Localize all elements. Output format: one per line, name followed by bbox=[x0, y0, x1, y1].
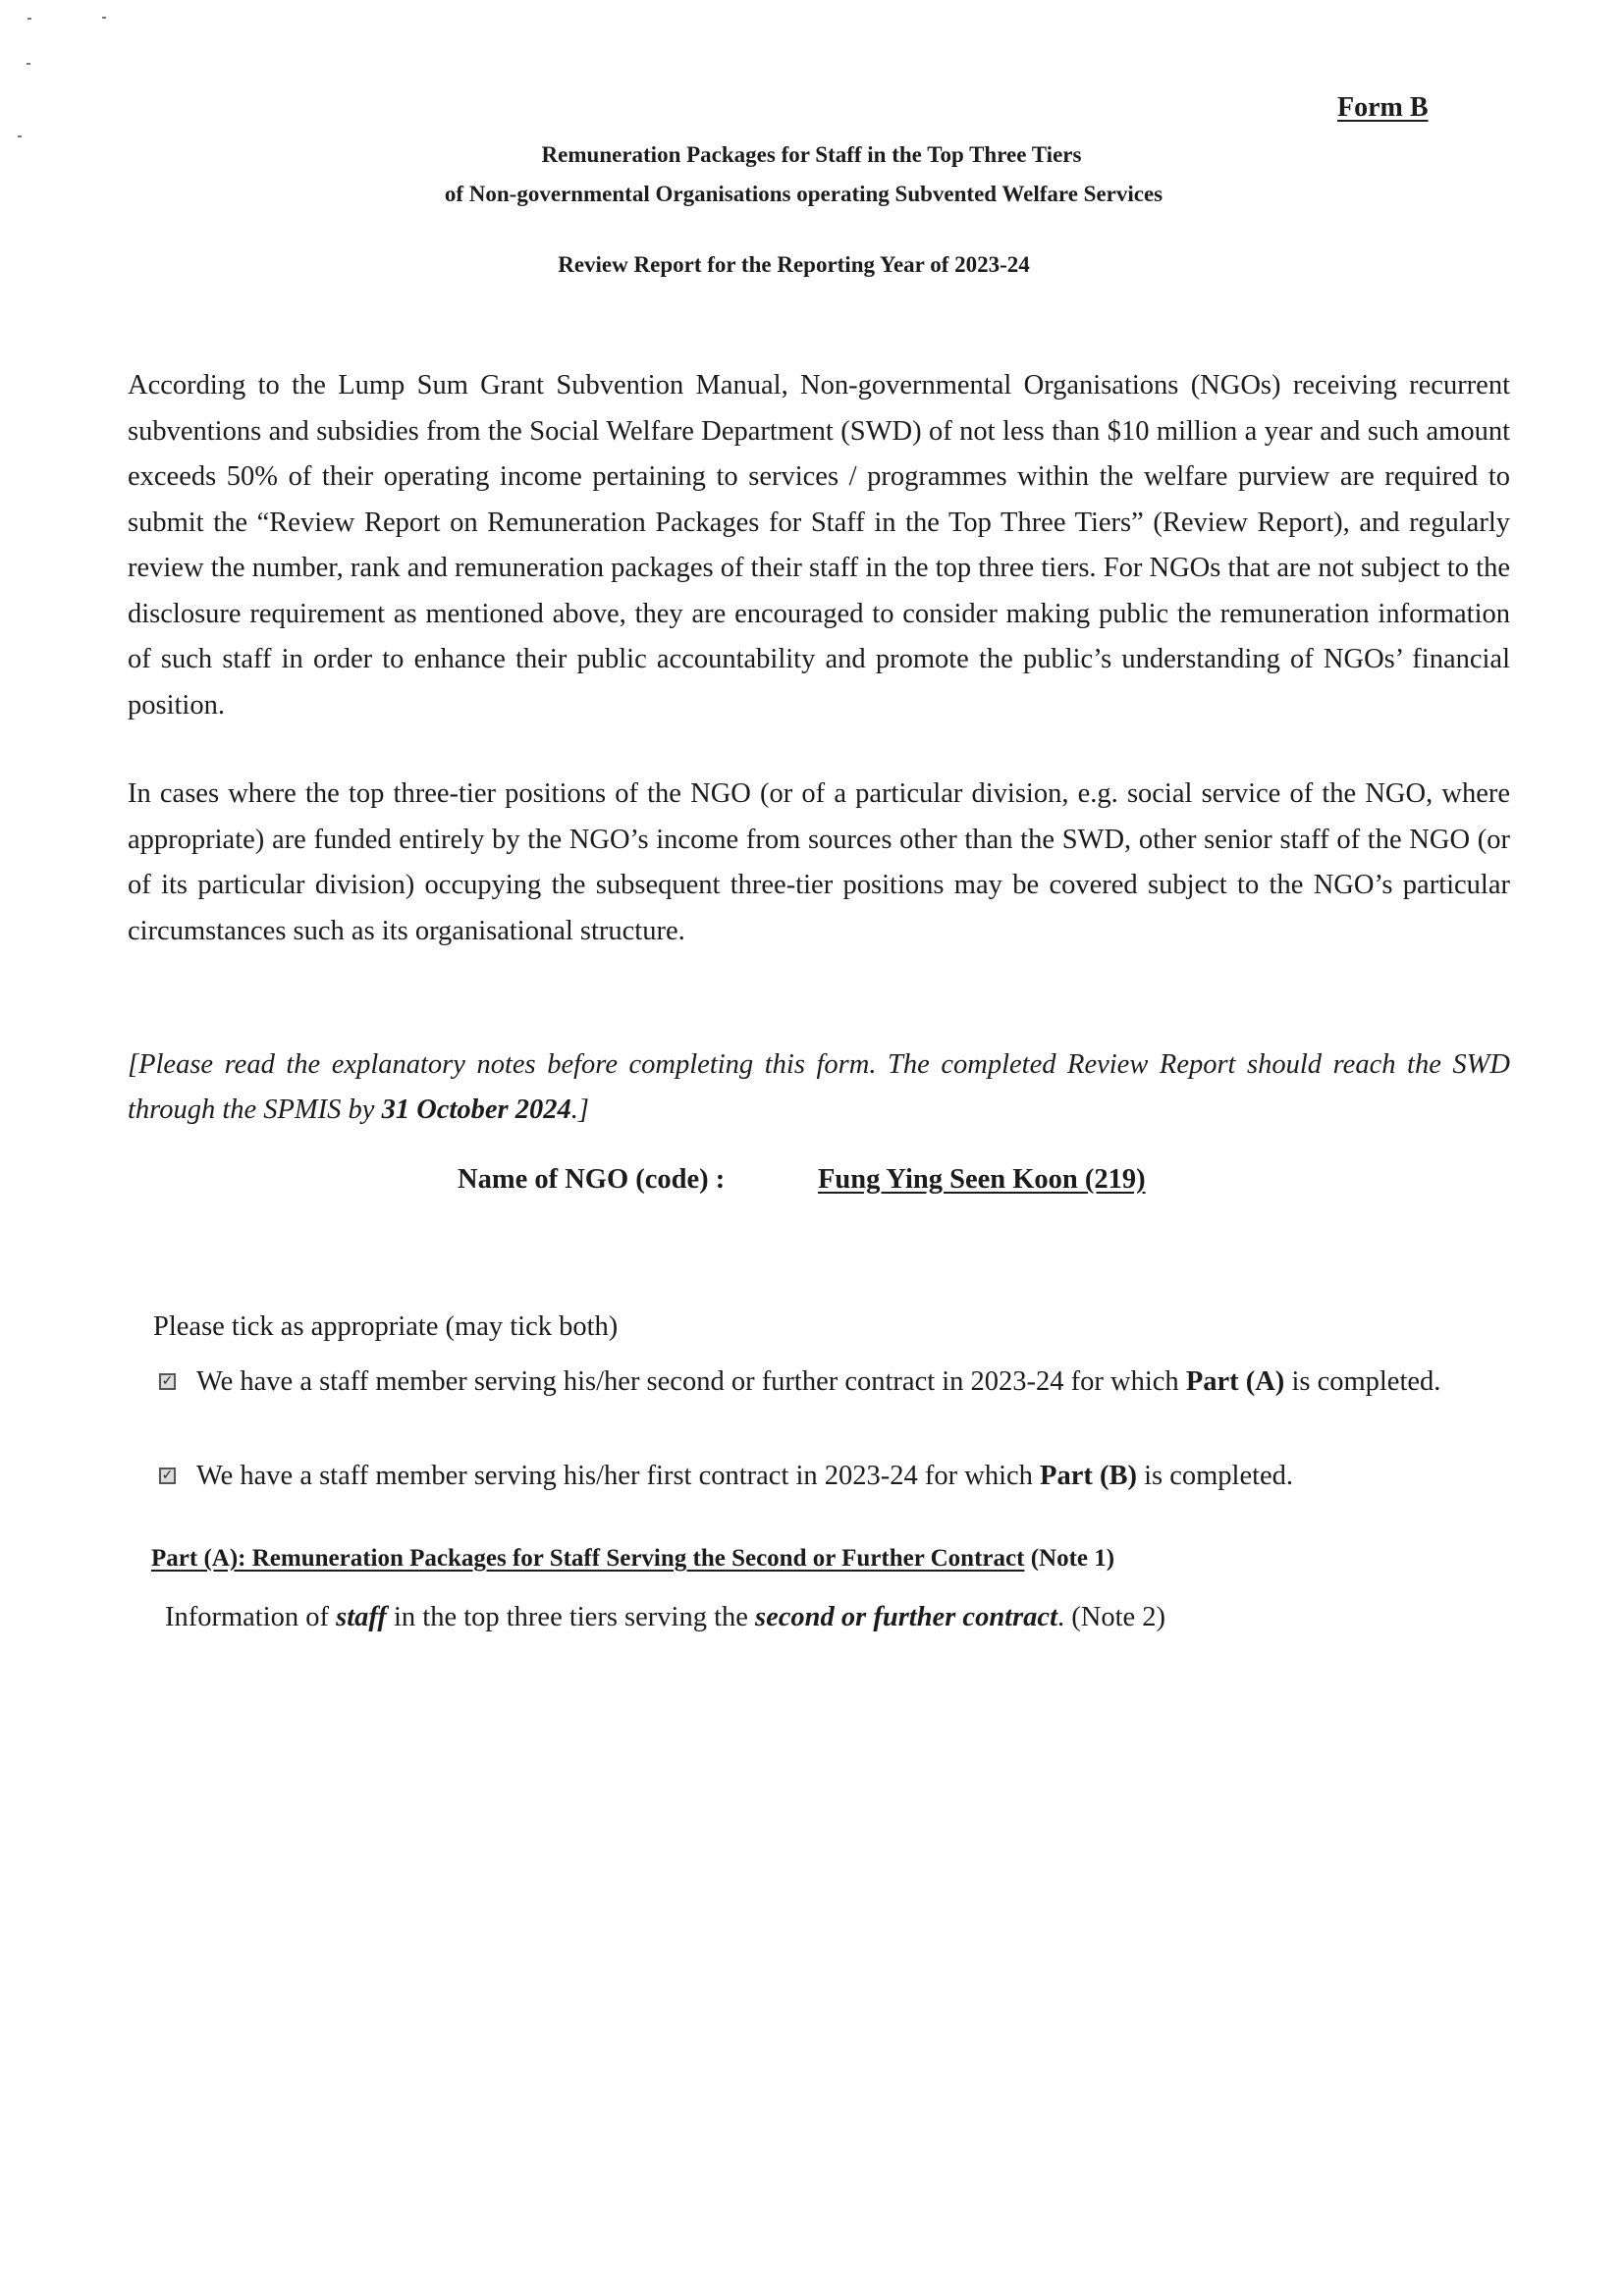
info-contract-emphasis: second or further contract bbox=[755, 1602, 1057, 1632]
tick-option-text-after: is completed. bbox=[1284, 1366, 1441, 1397]
title-line-1: Remuneration Packages for Staff in the Top Three Tiers bbox=[541, 142, 1082, 167]
scan-artifact bbox=[102, 17, 106, 19]
checkbox-checked-icon[interactable]: ✓ bbox=[159, 1373, 176, 1390]
info-text: . (Note 2) bbox=[1057, 1602, 1166, 1632]
tick-option-part-a bbox=[157, 1360, 1453, 1405]
ngo-name-label: Name of NGO (code) : bbox=[458, 1164, 726, 1195]
instruction-paragraph bbox=[128, 1042, 1510, 1133]
part-a-heading bbox=[151, 1545, 1114, 1573]
intro-paragraph: According to the Lump Sum Grant Subvention Manual, Non-governmental Organisations (NGOs) receiving recurrent subventions and subsidies from the Social Welfare Department (SWD) of not less than $10 million a year and such amount exceeds 50% of their operating income pertaining to services / programmes within the welfare purview are required to submit the “Review Report on Remuneration Packages for Staff in the Top Three Tiers” (Review Report), and regularly review the number, rank and remuneration packages of their staff in the top three tiers. For NGOs that are not subject to the disclosure requirement as mentioned above, they are encouraged to consider making public the remuneration information of such staff in order to enhance their public accountability and promote the public’s understanding of NGOs’ financial position. bbox=[128, 370, 1510, 721]
tick-option-text bbox=[157, 1454, 1453, 1499]
info-text: Information of bbox=[165, 1602, 337, 1632]
scan-artifact bbox=[27, 18, 31, 20]
instruction-prefix: [Please read the explanatory notes before completing this form. The completed Review Report should reach the SWD through the SPMIS by bbox=[128, 1049, 1510, 1125]
checkbox-checked-icon[interactable]: ✓ bbox=[159, 1468, 176, 1484]
instruction-deadline: 31 October 2024 bbox=[381, 1095, 571, 1125]
title-line-2: of Non-governmental Organisations operating Subvented Welfare Services bbox=[444, 182, 1163, 206]
part-a-info-line bbox=[165, 1602, 1165, 1633]
scan-artifact bbox=[27, 63, 30, 65]
tick-option-text bbox=[157, 1360, 1453, 1405]
document-title bbox=[0, 135, 1623, 214]
ngo-name-value: Fung Ying Seen Koon (219) bbox=[818, 1164, 1146, 1195]
review-report-heading: Review Report for the Reporting Year of 2023-24 bbox=[558, 252, 1030, 277]
part-a-note: (Note 1) bbox=[1030, 1545, 1115, 1572]
tick-option-part: Part (A) bbox=[1185, 1366, 1285, 1397]
info-staff-emphasis: staff bbox=[336, 1602, 387, 1632]
tick-option-text-before: We have a staff member serving his/her second or further contract in 2023-24 for which bbox=[196, 1366, 1186, 1397]
tick-option-part-b bbox=[157, 1454, 1453, 1499]
info-text: in the top three tiers serving the bbox=[386, 1602, 756, 1632]
form-label: Form B bbox=[1337, 92, 1429, 123]
tick-option-part: Part (B) bbox=[1040, 1461, 1137, 1491]
tick-option-text-before: We have a staff member serving his/her first contract in 2023-24 for which bbox=[196, 1461, 1041, 1491]
part-a-title: Part (A): Remuneration Packages for Staff Serving the Second or Further Contract bbox=[151, 1545, 1025, 1572]
tick-option-text-after: is completed. bbox=[1136, 1461, 1294, 1491]
tick-instruction: Please tick as appropriate (may tick both) bbox=[153, 1311, 619, 1342]
instruction-suffix: .] bbox=[570, 1095, 589, 1125]
coverage-paragraph: In cases where the top three-tier positions of the NGO (or of a particular division, e.g. social service of the NGO, where appropriate) are funded entirely by the NGO’s income from sources other than the SWD, other senior staff of the NGO (or of its particular division) occupying the subsequent three-tier positions may be covered subject to the NGO’s particular circumstances such as its organisational structure. bbox=[128, 778, 1510, 946]
